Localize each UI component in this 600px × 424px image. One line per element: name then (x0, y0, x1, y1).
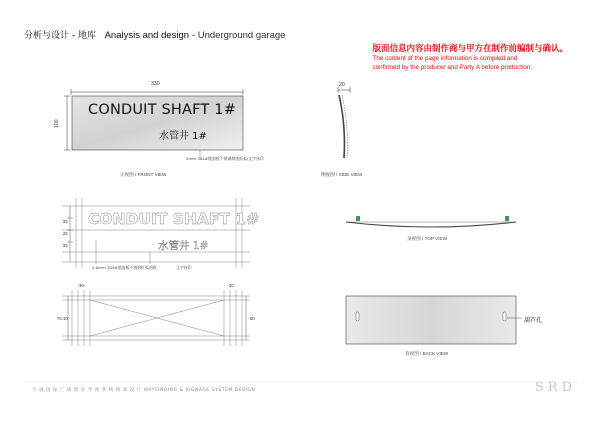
side-profile-outer (339, 95, 344, 158)
title-cn: 分析与设计 - 地库 (24, 31, 96, 41)
back-sign-plate (346, 296, 516, 344)
notice-en-line2: confirmed by the producer and Party A before production. (372, 64, 533, 71)
front-view-caption: 正视图 / FRONT VIEW (120, 172, 167, 177)
detail-dim-3: 25 (63, 243, 68, 248)
detail-sign-text-cn: 水管井 1# (158, 240, 209, 252)
side-view-caption: 侧视图 / SIDE VIEW (321, 172, 363, 177)
front-material-note: 2mm 304#镜面板不锈钢腐蚀折弧/文字丝印 (186, 156, 264, 161)
detail-dim-2: 25 (63, 231, 68, 236)
bottom-dim-side-1: 70 (57, 316, 62, 321)
notice-en-line1: The content of the page information is compiled and (372, 55, 518, 62)
back-view (346, 296, 522, 344)
side-view (338, 87, 350, 158)
bottom-dim-top-left: 30 (79, 283, 84, 288)
top-view-caption: 顶视图 / TOP VIEW (407, 236, 447, 241)
title-en-sub: - Underground garage (191, 30, 286, 41)
side-depth-dim: 20 (339, 82, 345, 88)
top-view (346, 216, 516, 227)
bottom-detail-drawing (62, 290, 250, 346)
sign-text-cn: 水管井 1# (159, 131, 207, 142)
top-hole-right (505, 216, 509, 221)
footer-text: 天 诚 国 际 广 场 地 库 导 视 系 统 规 划 设 计 WAYFINDING & SIGNAGE SYSTEM DESIGN (32, 388, 256, 393)
front-width-dim: 330 (151, 81, 160, 87)
title-en: Analysis and design (104, 30, 190, 41)
detail-sign-text-en: CONDUIT SHAFT 1# (88, 210, 260, 228)
front-height-dim: 100 (54, 119, 60, 128)
brand-logo: SRD (534, 380, 576, 395)
detail-note-left: 2.0mm 304#镜面板不锈钢折弧面板 (92, 265, 157, 270)
back-view-caption: 背视图 / BACK VIEW (405, 351, 449, 356)
notice-cn: 版面信息内容由制作商与甲方在制作前编制与确认。 (372, 44, 568, 54)
hole-label: 葫芦孔 (524, 317, 543, 324)
sign-text-en: CONDUIT SHAFT 1# (88, 102, 237, 118)
bottom-dim-side-2: 10 (63, 316, 68, 321)
top-profile (346, 222, 516, 227)
top-hole-left (356, 216, 360, 221)
detail-dim-1: 25 (63, 219, 68, 224)
back-hole-right (503, 312, 506, 321)
detail-note-right: 文字丝印 (176, 265, 192, 270)
back-hole-left (356, 312, 359, 321)
bottom-dim-top-right: 30 (229, 283, 234, 288)
front-view (64, 89, 243, 159)
front-detail-drawing (62, 198, 250, 268)
bottom-dim-side-3: 80 (250, 316, 255, 321)
